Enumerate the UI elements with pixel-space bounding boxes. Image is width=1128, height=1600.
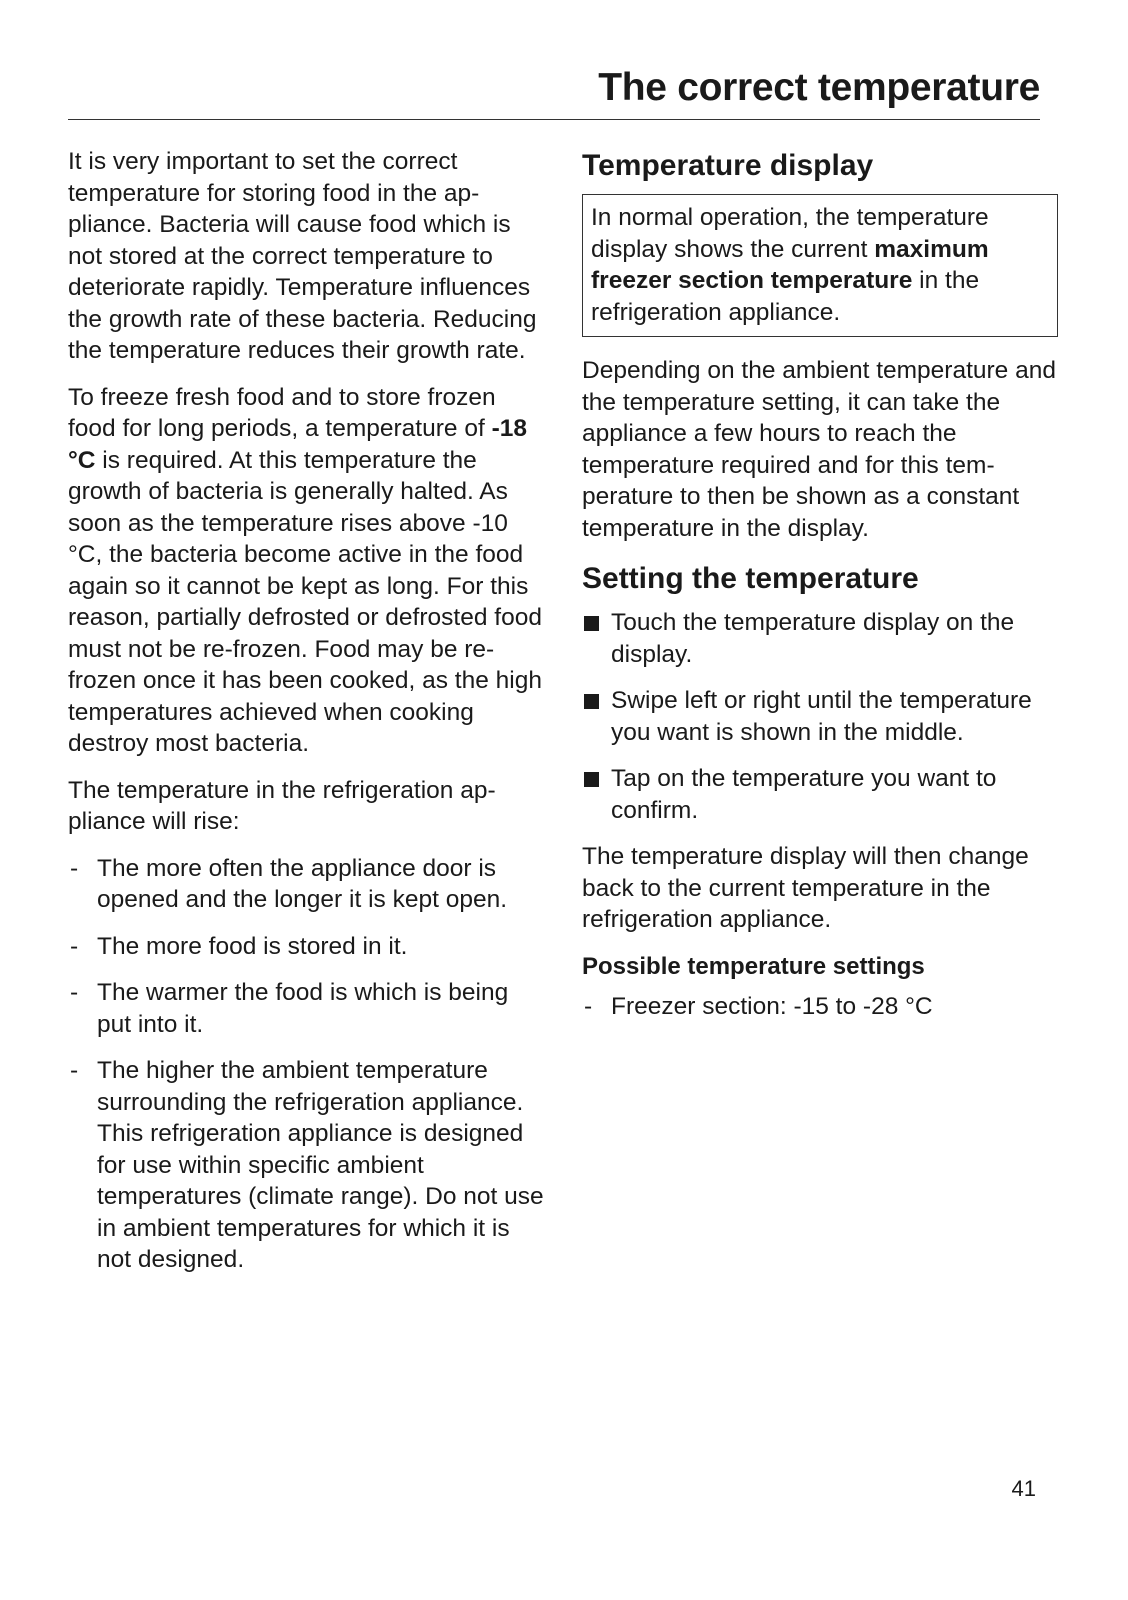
page-number: 41	[1011, 1476, 1036, 1501]
list-item: Tap on the temperature you want to confirm.	[582, 763, 1058, 826]
freeze-text-end: is required. At this temperature the growth of bacteria is generally halted. As soon as the temperature rises above -10 °C, the bacteria become active in the food again so it cannot be kept as long. For this reason, partially defrosted or defrosted food must not be re-frozen. Food may be re-frozen once it has been cooked, as the high temperatures achieved when cooking destroy most bacteria.	[68, 446, 542, 757]
freeze-paragraph	[68, 382, 546, 760]
right-column	[582, 146, 1058, 1037]
list-item: - Freezer section: -15 to -28 °C	[582, 991, 1058, 1023]
left-column	[68, 146, 546, 1291]
setting-steps-list	[582, 607, 1058, 826]
info-box-text-start: In normal operation, the temperature display shows the current	[591, 204, 989, 263]
setting-temperature-heading: Setting the temperature	[582, 562, 919, 595]
list-item: - The more often the appliance door is opened and the longer it is kept open.	[68, 853, 546, 916]
intro-paragraph: It is very important to set the correct temperature for storing food in the appliance. Bacteria will cause food which is not stored at the correct temperature to deteriorate rapidly. Temperature influences the growth rate of these bacteria. Reducing the temperature reduces their growth rate.	[68, 148, 537, 364]
page-title: The correct temperature	[598, 66, 1040, 109]
list-item: Swipe left or right until the temperature you want is shown in the middle.	[582, 685, 1058, 748]
freeze-temperature-value: -18 °C	[68, 415, 527, 474]
rise-intro-paragraph: The temperature in the refrigeration appliance will rise:	[68, 776, 496, 835]
header-divider	[68, 119, 1040, 120]
list-item: - The more food is stored in it.	[68, 931, 546, 963]
possible-settings-list	[582, 991, 1058, 1023]
temperature-display-heading: Temperature display	[582, 149, 874, 182]
rise-factors-list	[68, 853, 546, 1276]
after-steps-paragraph: The temperature display will then change back to the current temperature in the refrigeration appliance.	[582, 843, 1029, 933]
possible-settings-heading: Possible temperature settings	[582, 952, 925, 980]
display-paragraph: Depending on the ambient temperature and the temperature setting, it can take the appliance a few hours to reach the temperature required and for this temperature to then be shown as a constant temperature in the display.	[582, 357, 1056, 542]
list-item: - The warmer the food is which is being put into it.	[68, 977, 546, 1040]
info-box	[582, 194, 1058, 337]
freeze-text-start: To freeze fresh food and to store frozen food for long periods, a temperature of	[68, 383, 496, 442]
list-item: Touch the temperature display on the display.	[582, 607, 1058, 670]
list-item: - The higher the ambient temperature surrounding the refrigeration appliance. This refrigeration appliance is designed for use within specific ambient temperatures (climate range). Do not use in ambient temperatures for which it is not designed.	[68, 1055, 546, 1276]
info-box-bold-text: maximum freezer section temperature	[591, 235, 989, 294]
info-box-text-end: in the refrigeration appliance.	[591, 267, 980, 326]
